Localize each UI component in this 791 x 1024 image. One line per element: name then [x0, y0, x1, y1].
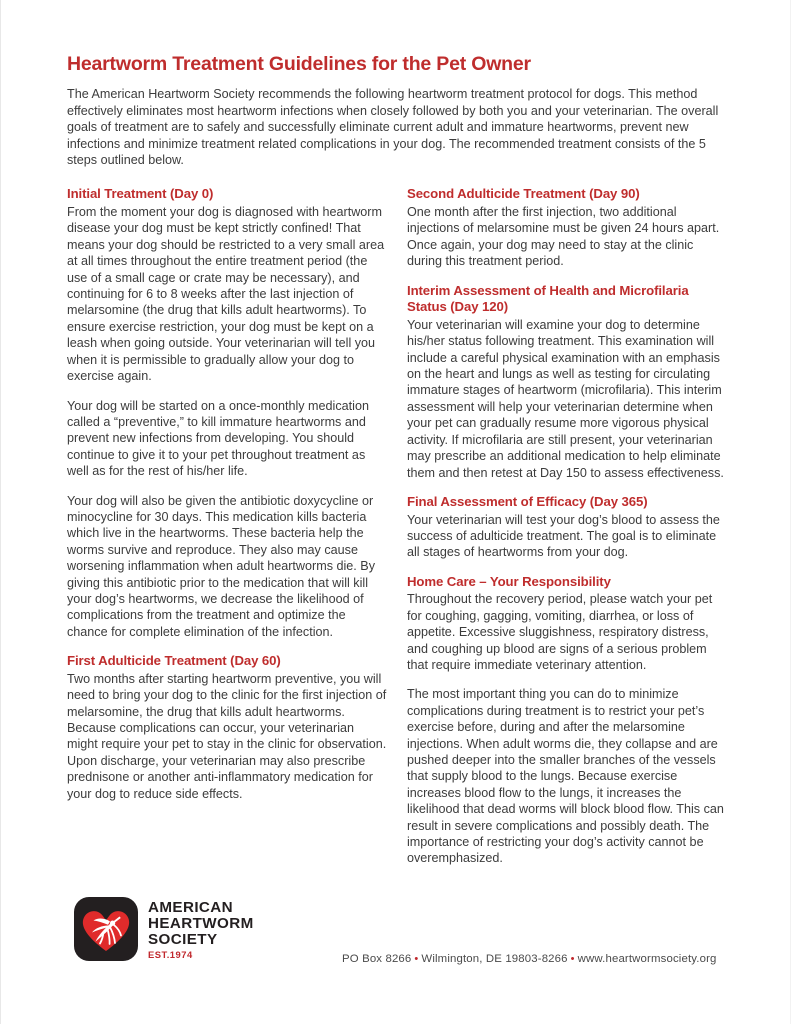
right-column: [407, 186, 727, 866]
paragraph: Your veterinarian will examine your dog to determine his/her status following treatment. This examination will include a careful physical examination with an emphasis on the heart and lungs as well as testing for circulating immature stages of heartworm (microfilaria). This interim assessment will help your veterinarian determine when your pet can gradually resume more vigorous physical activity. If microfilaria are still present, your veterinarian may prescribe an additional medication to help eliminate them and then retest at Day 150 to assess effectiveness.: [407, 317, 724, 480]
document-content: [67, 53, 727, 867]
footer-separator-icon: •: [414, 953, 419, 965]
section-heading-interim-assessment: Interim Assessment of Health and Microfilaria Status (Day 120): [407, 282, 689, 315]
footer-city-state-zip: Wilmington, DE 19803-8266: [421, 953, 568, 965]
footer-address: [342, 953, 717, 965]
page-footer: [67, 893, 727, 983]
logo-line-1: AMERICAN: [148, 899, 234, 917]
footer-separator-icon: •: [570, 953, 575, 965]
paragraph: The most important thing you can do to minimize complications during treatment is to restrict your pet’s exercise before, during and after the melarsomine injections. When adult worms die, they collapse and are pushed deeper into the smaller branches of the vessels that supply blood to the lungs. Because exercise increases blood flow to the lungs, it increases the likelihood that dead worms will block blood flow. This can result in severe complications and possibly death. The importance of restricting your dog’s activity cannot be overemphasized.: [407, 687, 724, 866]
logo-wordmark: [148, 898, 254, 959]
paragraph: From the moment your dog is diagnosed with heartworm disease your dog must be kept strictly confined! That means your dog should be restricted to a very small area at all times throughout the entire treatment period (the use of a small cage or crate may be necessary), and continuing for 6 to 8 weeks after the last injection of melarsomine (the drug that kills adult heartworms). To ensure exercise restriction, your dog must be kept on a leash when going outside. Your veterinarian will tell you when it is permissible to gradually allow your dog to exercise again.: [67, 205, 385, 384]
paragraph: Your veterinarian will test your dog’s blood to assess the success of adulticide treatment. The goal is to eliminate all stages of heartworms from your dog.: [407, 512, 720, 560]
section-heading-final-assessment: Final Assessment of Efficacy (Day 365): [407, 493, 648, 509]
paragraph: Two months after starting heartworm preventive, you will need to bring your dog to the clinic for the first injection of melarsomine, the drug that kills adult heartworms. Because complications can occur, your veterinarian might require your pet to stay in the clinic for observation. Upon discharge, your veterinarian may also prescribe prednisone or another anti-inflammatory medication for your dog to reduce side effects.: [67, 671, 387, 801]
footer-website[interactable]: www.heartwormsociety.org: [577, 953, 717, 965]
intro-paragraph: The American Heartworm Society recommends the following heartworm treatment protocol for dogs. This method effectively eliminates most heartworm infections when closely followed by both you and your veterinarian. The overall goals of treatment are to safely and successfully eliminate current adult and immature heartworms, prevent new infections and minimize treatment related complications in your dog. The recommended treatment consists of the 5 steps outlined below.: [67, 87, 719, 168]
organization-logo: [74, 897, 254, 961]
section-heading-second-adulticide-treatment: Second Adulticide Treatment (Day 90): [407, 186, 640, 202]
paragraph: Throughout the recovery period, please watch your pet for coughing, gagging, vomiting, diarrhea, or loss of appetite. Excessive sluggishness, respiratory distress, and coughing up blood are signs of a serious problem that require immediate veterinary attention.: [407, 592, 713, 672]
footer-po-box: PO Box 8266: [342, 953, 412, 965]
logo-established: EST.1974: [148, 949, 193, 961]
two-column-body: [67, 186, 727, 866]
paragraph: Your dog will also be given the antibiotic doxycycline or minocycline for 30 days. This medication kills bacteria which live in the heartworms. These bacteria help the worms survive and reproduce. They also may cause worsening inflammation when adult heartworms die. By giving this antibiotic prior to the medication that will kill your dog’s heartworms, we decrease the likelihood of complications from the treatment and optimize the chance for complete elimination of the infection.: [67, 493, 375, 639]
page-title: Heartworm Treatment Guidelines for the Pet Owner: [67, 53, 531, 75]
logo-line-2: HEARTWORM: [148, 915, 254, 932]
heart-mosquito-logo-icon: [74, 897, 138, 961]
paragraph: One month after the first injection, two additional injections of melarsomine must be given 24 hours apart. Once again, your dog may need to stay at the clinic during this treatment period.: [407, 205, 720, 269]
section-heading-first-adulticide-treatment: First Adulticide Treatment (Day 60): [67, 653, 281, 669]
section-heading-initial-treatment: Initial Treatment (Day 0): [67, 186, 214, 202]
section-heading-home-care: Home Care – Your Responsibility: [407, 573, 611, 589]
paragraph: Your dog will be started on a once-monthly medication called a “preventive,” to kill immature heartworms and prevent new infections from developing. You should continue to give it to your pet throughout treatment as well as for the rest of his/her life.: [67, 398, 369, 479]
left-column: [67, 186, 407, 802]
logo-line-3: SOCIETY: [148, 930, 218, 948]
